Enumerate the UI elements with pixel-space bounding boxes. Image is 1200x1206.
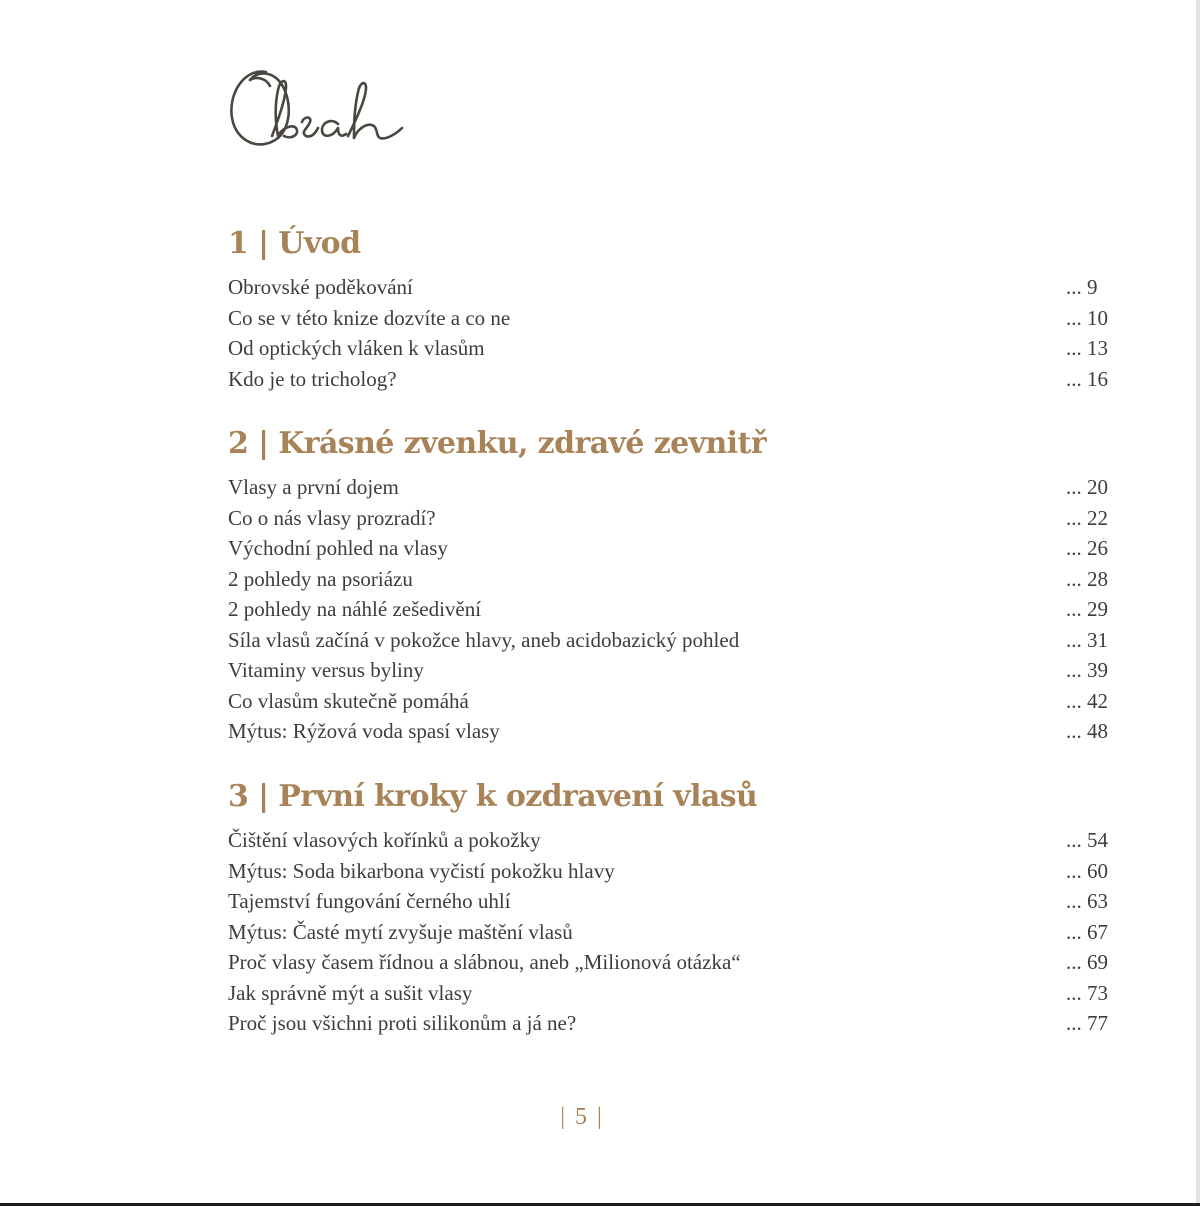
toc-entry-page: ... 67 <box>1066 919 1108 944</box>
toc-entry-label: Tajemství fungování černého uhlí <box>228 889 511 913</box>
toc-entry-label: 2 pohledy na psoriázu <box>228 566 413 591</box>
toc-entry-page: ... 20 <box>1066 475 1108 499</box>
toc-entry-page: ... 60 <box>1066 858 1108 883</box>
toc-entry-list <box>228 825 1112 1039</box>
toc-entry-page: ... 26 <box>1066 536 1108 560</box>
toc-entry[interactable] <box>228 472 1112 503</box>
toc-entry-page: ... 77 <box>1066 1011 1108 1035</box>
toc-entry[interactable] <box>228 333 1112 364</box>
toc-section-2 <box>228 424 1112 747</box>
toc-entry-list <box>228 472 1112 747</box>
toc-entry[interactable] <box>228 686 1112 717</box>
toc-entry-label: Mýtus: Časté mytí zvyšuje maštění vlasů <box>228 919 573 944</box>
toc-entry[interactable] <box>228 503 1112 534</box>
toc-entry-page: ... 73 <box>1066 980 1108 1005</box>
toc-entry-label: Co se v této knize dozvíte a co ne <box>228 305 511 330</box>
toc-entry[interactable] <box>228 533 1112 564</box>
toc-entry-page: ... 39 <box>1066 658 1108 682</box>
toc-entry-page: ... 22 <box>1066 505 1108 530</box>
toc-entry-page: ... 42 <box>1066 688 1108 713</box>
page-edge-divider <box>1196 0 1200 1206</box>
toc-entry[interactable] <box>228 947 1112 978</box>
toc-entry-page: ... 54 <box>1066 828 1108 852</box>
toc-entry-label: Vlasy a první dojem <box>228 475 399 499</box>
toc-entry[interactable] <box>228 978 1112 1009</box>
toc-entry-page: ... 48 <box>1066 719 1108 743</box>
toc-entry-label: Od optických vláken k vlasům <box>228 336 485 360</box>
toc-entry-label: Čištění vlasových kořínků a pokožky <box>228 828 541 852</box>
toc-entry[interactable] <box>228 917 1112 948</box>
title-script-lettering <box>226 58 426 158</box>
toc-entry-label: Mýtus: Soda bikarbona vyčistí pokožku hlavy <box>228 858 615 883</box>
toc-entry[interactable] <box>228 564 1112 595</box>
toc-entry[interactable] <box>228 364 1112 395</box>
toc-entry[interactable] <box>228 303 1112 334</box>
toc-entry-label: Kdo je to tricholog? <box>228 366 397 391</box>
toc-entry-page: ... 9 <box>1066 275 1098 299</box>
section-heading: 2 | Krásné zvenku, zdravé zevnitř <box>228 426 766 461</box>
toc-entry[interactable] <box>228 856 1112 887</box>
toc-entry[interactable] <box>228 625 1112 656</box>
toc-section-3 <box>228 777 1112 1039</box>
toc-section-1 <box>228 224 1112 394</box>
toc-entry[interactable] <box>228 594 1112 625</box>
toc-entry-label: Východní pohled na vlasy <box>228 536 448 560</box>
toc-entry-label: Mýtus: Rýžová voda spasí vlasy <box>228 719 500 743</box>
toc-entry-page: ... 69 <box>1066 950 1108 974</box>
toc-entry[interactable] <box>228 655 1112 686</box>
toc-entry-page: ... 16 <box>1066 366 1108 391</box>
toc-entry-label: Vitaminy versus byliny <box>228 658 424 682</box>
toc-entry-page: ... 31 <box>1066 627 1108 652</box>
toc-entry-page: ... 63 <box>1066 889 1108 913</box>
toc-entry-label: Obrovské poděkování <box>228 275 413 299</box>
toc-entry-page: ... 28 <box>1066 566 1108 591</box>
toc-entry-label: 2 pohledy na náhlé zešedivění <box>228 597 482 621</box>
toc-entry-label: Co vlasům skutečně pomáhá <box>228 688 469 713</box>
toc-entry-page: ... 10 <box>1066 305 1108 330</box>
toc-entry-label: Co o nás vlasy prozradí? <box>228 505 436 530</box>
toc-entry[interactable] <box>228 716 1112 747</box>
toc-entry-label: Jak správně mýt a sušit vlasy <box>228 980 473 1005</box>
page-number: | 5 | <box>560 1104 604 1130</box>
section-heading: 1 | Úvod <box>228 226 361 261</box>
page-title <box>226 58 426 158</box>
toc-entry-page: ... 29 <box>1066 597 1108 621</box>
toc-entry-label: Proč jsou všichni proti silikonům a já ne? <box>228 1011 577 1035</box>
toc-entry-list <box>228 272 1112 394</box>
toc-entry-label: Síla vlasů začíná v pokožce hlavy, aneb acidobazický pohled <box>228 627 740 652</box>
toc-entry[interactable] <box>228 825 1112 856</box>
toc-entry[interactable] <box>228 272 1112 303</box>
toc-entry[interactable] <box>228 1008 1112 1039</box>
section-heading: 3 | První kroky k ozdravení vlasů <box>228 779 758 814</box>
toc-entry-label: Proč vlasy časem řídnou a slábnou, aneb „Milionová otázka“ <box>228 950 741 974</box>
toc-entry[interactable] <box>228 886 1112 917</box>
toc-entry-page: ... 13 <box>1066 336 1108 360</box>
